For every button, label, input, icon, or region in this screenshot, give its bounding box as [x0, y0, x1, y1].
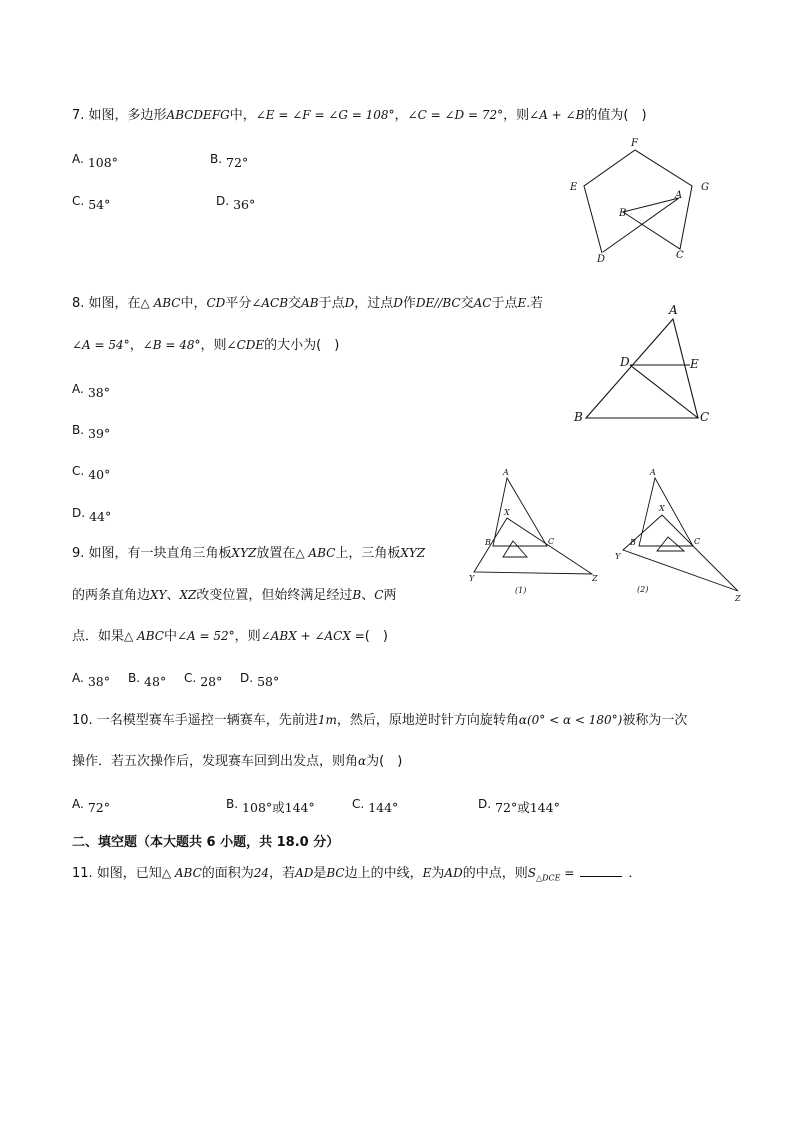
q7-stem: 7. 如图，多边形ABCDEFG中，∠E = ∠F = ∠G = 108°，∠C = ∠D = 72°，则∠A + ∠B的值为( ) [72, 108, 647, 123]
q9-option-d[interactable]: D. 58° [240, 671, 280, 689]
q9-fig2-triangle-abc [639, 478, 693, 546]
q8-label-b: B [574, 410, 583, 424]
q9-fig1-triangle-abc [493, 478, 547, 546]
q9-fig2-triangle-xyz [623, 515, 738, 591]
q9-fig2-label-a: A [650, 468, 656, 477]
q7-option-d[interactable]: D. 36° [216, 194, 256, 212]
q9-fig2-label-y: Y [615, 552, 621, 561]
q9-fig2-inner-triangle [657, 537, 684, 551]
q9-option-a[interactable]: A. 38° [72, 671, 110, 689]
q7-label-g: G [701, 182, 709, 193]
q10-option-c[interactable]: C. 144° [352, 797, 399, 815]
q8-label-d: D [620, 355, 630, 369]
q8-label-a: A [669, 303, 678, 317]
q9-figure-1 [474, 478, 592, 574]
q9-option-b[interactable]: B. 48° [128, 671, 167, 689]
q8-option-d[interactable]: D. 44° [72, 506, 112, 524]
q7-label-e: E [570, 182, 578, 193]
q9-fig1-caption: (1) [515, 586, 527, 595]
q9-fig2-label-z: Z [735, 594, 741, 603]
q9-fig2-label-c: C [694, 537, 701, 546]
q9-figure-2 [623, 478, 738, 591]
q8-option-b[interactable]: B. 39° [72, 423, 111, 441]
q8-label-e: E [690, 357, 699, 371]
q10-option-b[interactable]: B. 108°或144° [226, 797, 315, 815]
q7-option-b[interactable]: B. 72° [210, 152, 249, 170]
q10-stem-line1: 10. 一名模型赛车手遥控一辆赛车，先前进1m，然后，原地逆时针方向旋转角α(0° < α < 180°)被称为一次 [72, 713, 688, 728]
q7-label-b: B [619, 208, 627, 219]
q10-option-d[interactable]: D. 72°或144° [478, 797, 560, 815]
q7-option-c[interactable]: C. 54° [72, 194, 111, 212]
q7-label-a: A [675, 190, 683, 201]
q9-fig1-inner-triangle [503, 541, 527, 557]
q7-label-f: F [631, 138, 638, 149]
q8-stem-line1: 8. 如图，在△ ABC中，CD平分∠ACB交AB于点D，过点D作DE//BC交AC于点E.若 [72, 296, 544, 311]
q8-stem-line2: ∠A = 54°，∠B = 48°，则∠CDE的大小为( ) [72, 338, 340, 353]
q9-fig1-label-c: C [548, 537, 555, 546]
q9-stem-line1: 9. 如图，有一块直角三角板XYZ放置在△ ABC上，三角板XYZ [72, 546, 426, 561]
q8-option-c[interactable]: C. 40° [72, 464, 111, 482]
q9-fig2-label-b: B [630, 538, 636, 547]
q9-fig1-label-b: B [485, 538, 491, 547]
q9-fig2-caption: (2) [637, 585, 649, 594]
q9-stem-line2: 的两条直角边XY、XZ改变位置，但始终满足经过B、C两 [72, 588, 397, 603]
q9-fig1-label-a: A [503, 468, 509, 477]
q11-stem: 11. 如图，已知△ ABC的面积为24，若AD是BC边上的中线，E为AD的中点，则$S_{\triangle DCE}$ = ． [72, 866, 642, 883]
q9-fig1-label-y: Y [469, 574, 475, 583]
section-heading-fill-in: 二、填空题（本大题共 6 小题，共 18.0 分） [72, 835, 340, 850]
q10-stem-line2: 操作．若五次操作后，发现赛车回到出发点，则角α为( ) [72, 754, 403, 769]
q9-option-c[interactable]: C. 28° [184, 671, 223, 689]
q7-label-d: D [597, 254, 606, 265]
q11-answer-blank[interactable] [580, 864, 622, 877]
q7-label-c: C [676, 250, 684, 261]
q10-option-a[interactable]: A. 72° [72, 797, 110, 815]
q9-stem-line3: 点．如果△ ABC中∠A = 52°，则∠ABX + ∠ACX =( ) [72, 629, 388, 644]
q9-fig1-label-z: Z [592, 574, 598, 583]
q8-option-a[interactable]: A. 38° [72, 382, 110, 400]
q7-option-a[interactable]: A. 108° [72, 152, 118, 170]
q9-fig1-label-x: X [504, 508, 510, 517]
q8-label-c: C [700, 410, 710, 424]
q9-fig2-label-x: X [659, 504, 665, 513]
